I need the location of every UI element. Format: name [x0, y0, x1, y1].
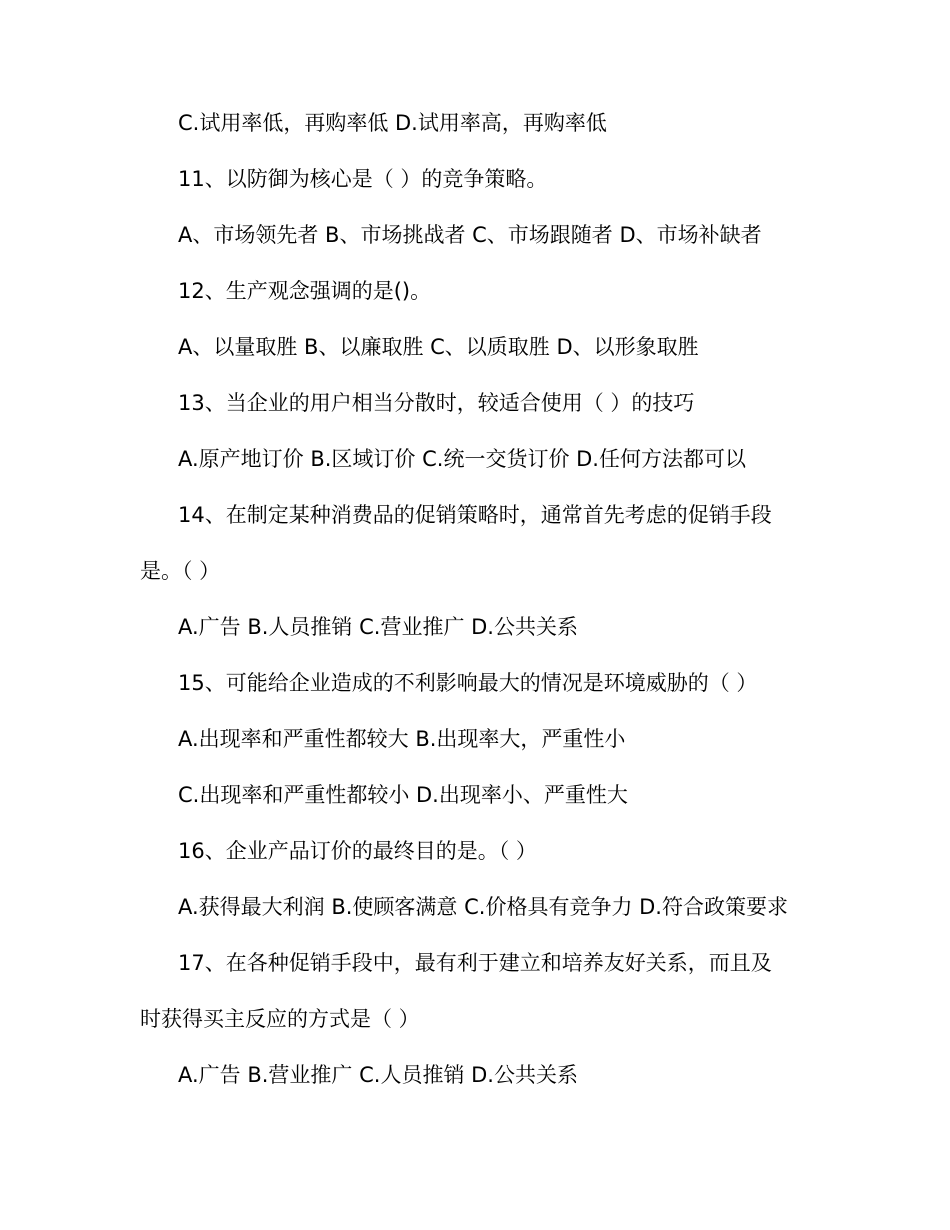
- question-14-line-1: 14、在制定某种消费品的促销策略时，通常首先考虑的促销手段: [178, 503, 772, 527]
- question-17-line-2: 时获得买主反应的方式是（ ）: [140, 1007, 420, 1031]
- options-13: A.原产地订价 B.区域订价 C.统一交货订价 D.任何方法都可以: [178, 447, 746, 471]
- question-12: 12、生产观念强调的是()。: [178, 279, 432, 303]
- options-16: A.获得最大利润 B.使顾客满意 C.价格具有竞争力 D.符合政策要求: [178, 895, 788, 919]
- options-15-cd: C.出现率和严重性都较小 D.出现率小、严重性大: [178, 783, 628, 807]
- question-14-line-2: 是。（ ）: [140, 559, 221, 583]
- question-17-line-1: 17、在各种促销手段中，最有利于建立和培养友好关系，而且及: [178, 951, 772, 975]
- options-11: A、市场领先者 B、市场挑战者 C、市场跟随者 D、市场补缺者: [178, 223, 762, 247]
- options-14: A.广告 B.人员推销 C.营业推广 D.公共关系: [178, 615, 578, 639]
- options-15-ab: A.出现率和严重性都较大 B.出现率大，严重性小: [178, 727, 626, 751]
- options-12: A、以量取胜 B、以廉取胜 C、以质取胜 D、以形象取胜: [178, 335, 699, 359]
- option-line-10-cd: C.试用率低，再购率低 D.试用率高，再购率低: [178, 111, 607, 135]
- question-15: 15、可能给企业造成的不利影响最大的情况是环境威胁的（ ）: [178, 671, 758, 695]
- options-17: A.广告 B.营业推广 C.人员推销 D.公共关系: [178, 1063, 578, 1087]
- question-16: 16、企业产品订价的最终目的是。（ ）: [178, 839, 537, 863]
- question-13: 13、当企业的用户相当分散时，较适合使用（ ）的技巧: [178, 391, 695, 415]
- question-11: 11、以防御为核心是（ ）的竞争策略。: [178, 167, 548, 191]
